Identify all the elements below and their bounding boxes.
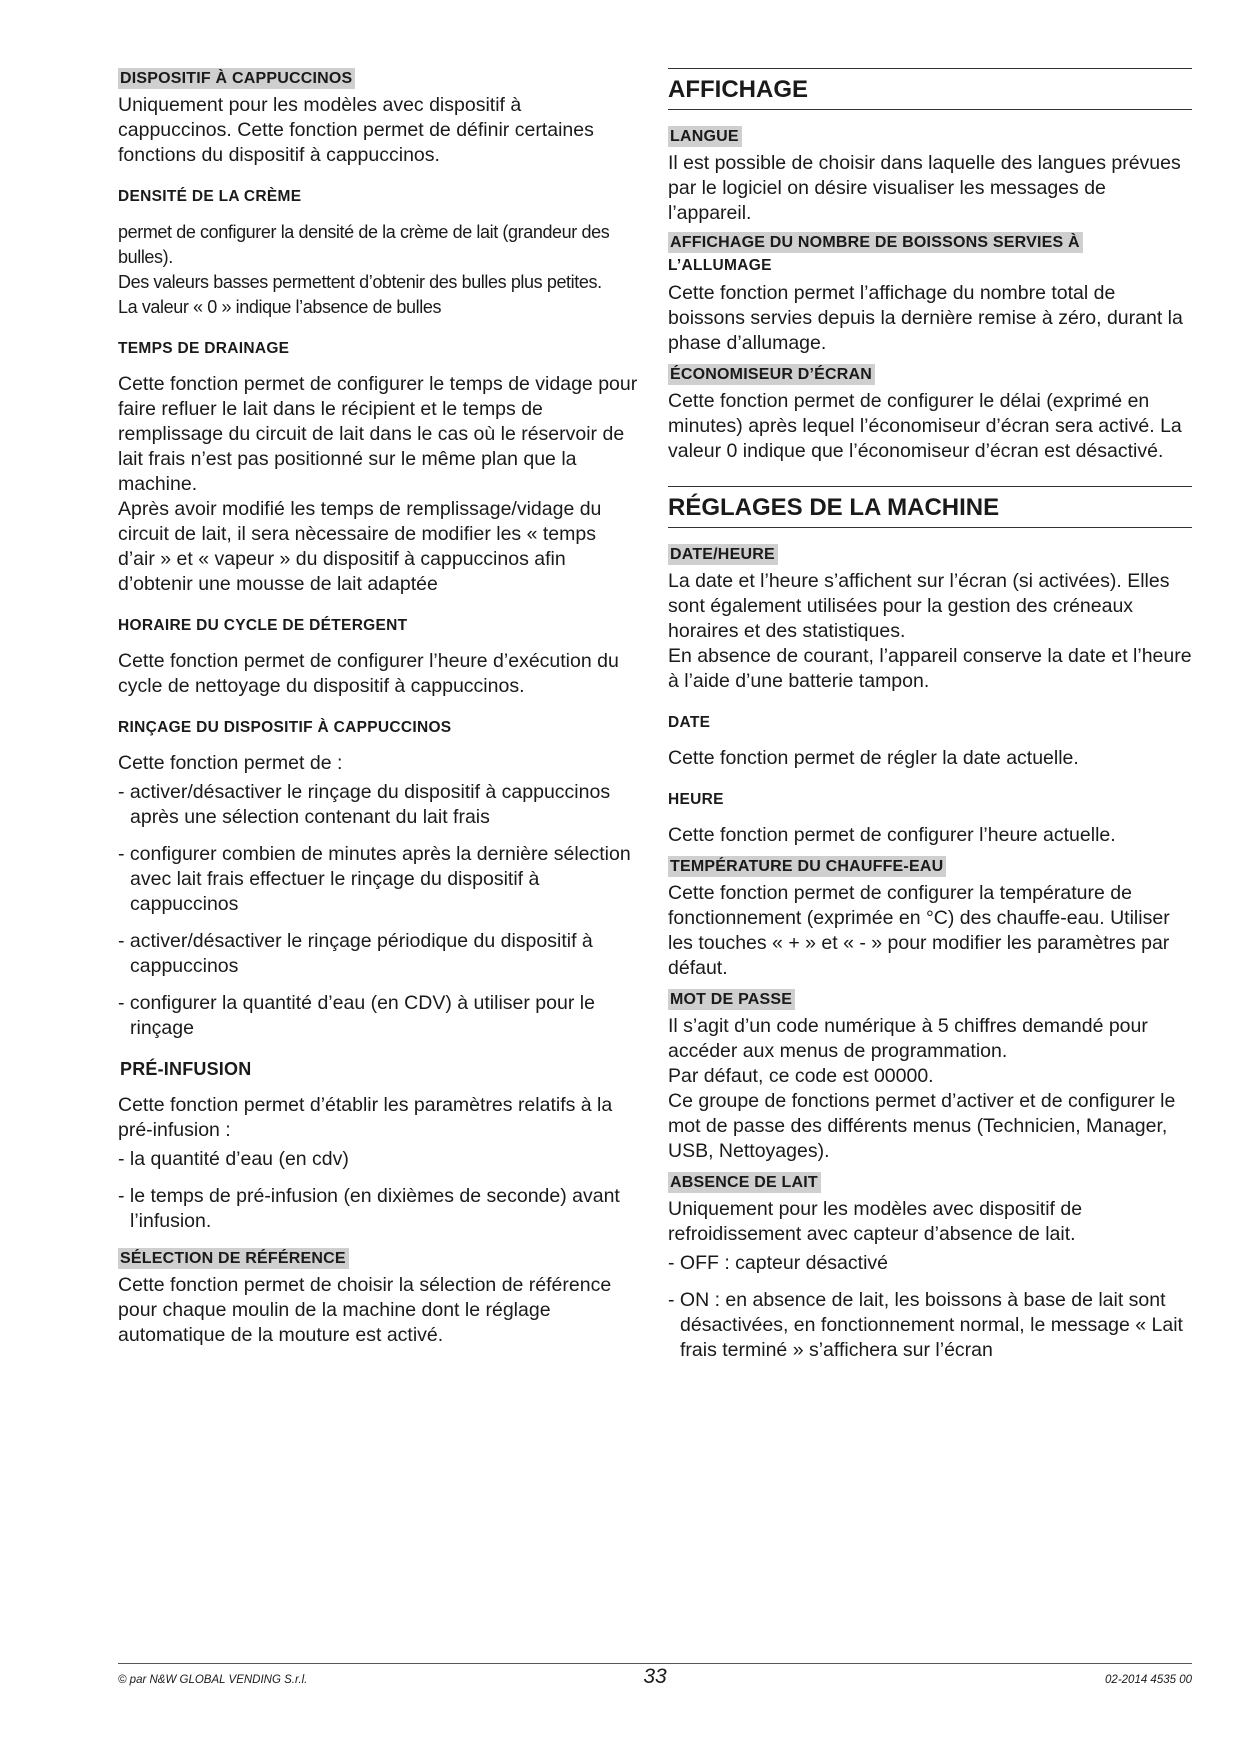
temperature-text: Cette fonction permet de configurer la température de fonctionnement (exprimée en °C) des chauffe-eau. Utiliser les touches « + » et « - » pour modifier les paramètres par défaut. (668, 882, 1170, 979)
list-item: - OFF : capteur désactivé (668, 1252, 888, 1274)
page-number: 33 (643, 1665, 667, 1688)
subheading-date: DATE (668, 714, 711, 731)
list-item: - activer/désactiver le rinçage du dispositif à cappuccinos après une sélection contenant du lait frais (118, 781, 611, 828)
heure-text: Cette fonction permet de configurer l’heure actuelle. (668, 824, 1116, 846)
section-heading-cappuccino: DISPOSITIF À CAPPUCCINOS (118, 68, 355, 89)
reference-text: Cette fonction permet de choisir la sélection de référence pour chaque moulin de la machine dont le réglage automatique de la mouture est activé. (118, 1274, 612, 1346)
list-item: - la quantité d’eau (en cdv) (118, 1148, 349, 1170)
rincage-intro: Cette fonction permet de : (118, 752, 343, 774)
ecran-text: Cette fonction permet de configurer le délai (exprimé en minutes) après lequel l’économiseur d’écran sera activé. La valeur 0 indique que l’économiseur d’écran est désactivé. (668, 390, 1182, 462)
section-heading-preinfusion: PRÉ-INFUSION (120, 1059, 252, 1079)
main-heading-reglages: RÉGLAGES DE LA MACHINE (668, 486, 1192, 528)
boissons-text: Cette fonction permet l’affichage du nombre total de boissons servies depuis la dernière remise à zéro, durant la phase d’allumage. (668, 282, 1183, 354)
dateheure-text-1: La date et l’heure s’affichent sur l’écran (si activées). Elles sont également utilisées pour la gestion des créneaux horaires et des statistiques. (668, 570, 1170, 642)
densite-text-3: La valeur « 0 » indique l’absence de bulles (118, 297, 442, 317)
section-heading-boissons-line2: L’ALLUMAGE (668, 257, 772, 274)
langue-text: Il est possible de choisir dans laquelle des langues prévues par le logiciel on désire visualiser les messages de l’appareil. (668, 152, 1181, 224)
section-heading-boissons: AFFICHAGE DU NOMBRE DE BOISSONS SERVIES À (668, 232, 1083, 253)
horaire-text: Cette fonction permet de configurer l’heure d’exécution du cycle de nettoyage du dispositif à cappuccinos. (118, 650, 619, 697)
section-heading-reference: SÉLECTION DE RÉFÉRENCE (118, 1248, 349, 1269)
section-heading-temperature: TEMPÉRATURE DU CHAUFFE-EAU (668, 856, 946, 877)
footer-doc-code: 02-2014 4535 00 (1105, 1674, 1192, 1686)
right-column (668, 68, 1192, 1363)
subheading-heure: HEURE (668, 791, 724, 808)
preinfusion-text: Cette fonction permet d’établir les paramètres relatifs à la pré-infusion : (118, 1094, 613, 1141)
subheading-horaire: HORAIRE DU CYCLE DE DÉTERGENT (118, 617, 408, 634)
cappuccino-intro: Uniquement pour les modèles avec dispositif à cappuccinos. Cette fonction permet de définir certaines fonctions du dispositif à cappuccinos. (118, 94, 594, 166)
drainage-text-1: Cette fonction permet de configurer le temps de vidage pour faire refluer le lait dans le récipient et le temps de remplissage du circuit de lait dans le cas où le réservoir de lait frais n’est pas positionné sur le même plan que la machine. (118, 373, 638, 495)
list-item: - le temps de pré-infusion (en dixièmes de seconde) avant l’infusion. (118, 1185, 620, 1232)
motdepasse-text-2: Par défaut, ce code est 00000. (668, 1065, 934, 1087)
dateheure-text-2: En absence de courant, l’appareil conserve la date et l’heure à l’aide d’une batterie tampon. (668, 645, 1192, 692)
subheading-densite: DENSITÉ DE LA CRÈME (118, 188, 302, 205)
motdepasse-text-3: Ce groupe de fonctions permet d’activer et de configurer le mot de passe des différents menus (Technicien, Manager, USB, Nettoyages). (668, 1090, 1176, 1162)
subheading-drainage: TEMPS DE DRAINAGE (118, 340, 290, 357)
section-heading-dateheure: DATE/HEURE (668, 544, 778, 565)
lait-text: Uniquement pour les modèles avec dispositif de refroidissement avec capteur d’absence de lait. (668, 1198, 1083, 1245)
footer-copyright: © par N&W GLOBAL VENDING S.r.l. (118, 1674, 308, 1686)
motdepasse-text-1: Il s’agit d’un code numérique à 5 chiffres demandé pour accéder aux menus de programmation. (668, 1015, 1148, 1062)
drainage-text-2: Après avoir modifié les temps de remplissage/vidage du circuit de lait, il sera nècessaire de modifier les « temps d’air » et « vapeur » du dispositif à cappuccinos afin d’obtenir une mousse de lait adaptée (118, 498, 602, 595)
page-footer (118, 1663, 1192, 1694)
list-item: - configurer la quantité d’eau (en CDV) à utiliser pour le rinçage (118, 992, 595, 1039)
section-heading-ecran: ÉCONOMISEUR D’ÉCRAN (668, 364, 875, 385)
list-item: - activer/désactiver le rinçage périodique du dispositif à cappuccinos (118, 930, 593, 977)
section-heading-lait: ABSENCE DE LAIT (668, 1172, 821, 1193)
left-column (118, 68, 638, 1348)
date-text: Cette fonction permet de régler la date actuelle. (668, 747, 1079, 769)
densite-text-1: permet de configurer la densité de la crème de lait (grandeur des bulles). (118, 222, 610, 267)
section-heading-motdepasse: MOT DE PASSE (668, 989, 795, 1010)
subheading-rincage: RINÇAGE DU DISPOSITIF À CAPPUCCINOS (118, 719, 452, 736)
list-item: - ON : en absence de lait, les boissons à base de lait sont désactivées, en fonctionnement normal, le message « Lait frais terminé » s’affichera sur l’écran (668, 1289, 1183, 1361)
main-heading-affichage: AFFICHAGE (668, 68, 1192, 110)
list-item: - configurer combien de minutes après la dernière sélection avec lait frais effectuer le rinçage du dispositif à cappuccinos (118, 843, 631, 915)
densite-text-2: Des valeurs basses permettent d’obtenir des bulles plus petites. (118, 272, 602, 292)
section-heading-langue: LANGUE (668, 126, 742, 147)
